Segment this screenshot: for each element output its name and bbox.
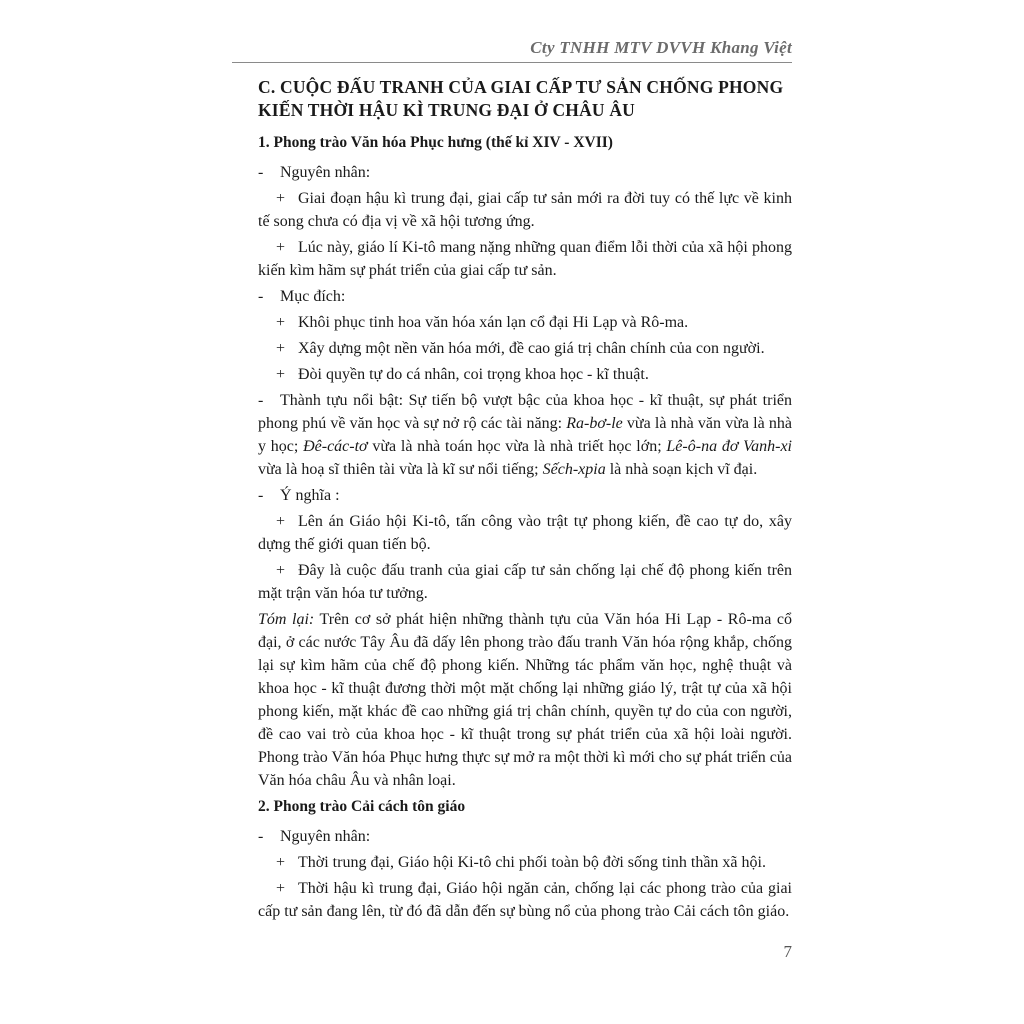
s2-cause-2-text: Thời hậu kì trung đại, Giáo hội ngăn cản, chống lại các phong trào của giai cấp tư sản đang lên, từ đó đã dẫn đến sự bùng nổ của phong trào Cải cách tôn giáo. [258,880,792,920]
s2-cause-label-text: Nguyên nhân: [280,828,371,845]
achv-text-d: vừa là hoạ sĩ thiên tài vừa là kĩ sư nổi tiếng; [258,461,543,478]
chapter-title: C. CUỘC ĐẤU TRANH CỦA GIAI CẤP TƯ SẢN CHỐNG PHONG KIẾN THỜI HẬU KÌ TRUNG ĐẠI Ở CHÂU ÂU [258,77,784,120]
page-content [258,76,792,926]
s1-achievements [258,389,792,481]
achv-name-da-vinci: Lê-ô-na đơ Vanh-xi [666,438,792,455]
achv-name-descartes: Đê-các-tơ [303,438,368,455]
s1-cause-2-text: Lúc này, giáo lí Ki-tô mang nặng những quan điểm lỗi thời của xã hội phong kiến kìm hãm sự phát triển của giai cấp tư sản. [258,239,792,279]
s1-meaning-label [258,484,792,507]
achv-text-a: Thành tựu nổi bật: Sự tiến bộ vượt bậc của khoa học - kĩ thuật, sự phát triển phong phú về văn học và sự nở rộ các tài năng: [258,392,792,432]
s2-cause-1-text: Thời trung đại, Giáo hội Ki-tô chi phối toàn bộ đời sống tinh thần xã hội. [298,854,766,871]
s1-meaning-2 [258,559,792,605]
s2-cause-label [258,825,792,848]
achv-name-rabelais: Ra-bơ-le [566,415,623,432]
s2-cause-2 [258,877,792,923]
s2-cause-1 [258,851,792,874]
s1-meaning-label-text: Ý nghĩa : [280,487,340,504]
summary-label: Tóm lại: [258,611,315,628]
s1-purpose-1-text: Khôi phục tinh hoa văn hóa xán lạn cổ đại Hi Lạp và Rô-ma. [298,314,689,331]
summary-text: Trên cơ sở phát hiện những thành tựu của Văn hóa Hi Lạp - Rô-ma cổ đại, ở các nước Tây Âu đã dấy lên phong trào đấu tranh Văn hóa rộng khắp, chống lại sự kìm hãm của chế độ phong kiến. Những tác phẩm văn học, nghệ thuật và khoa học - kĩ thuật đương thời một mặt chống lại những giáo lý, trật tự của xã hội phong kiến, mặt khác đề cao những giá trị chân chính, quyền tự do của con người, đề cao vai trò của khoa học - kĩ thuật trong sự phát triển của xã hội loài người. Phong trào Văn hóa Phục hưng thực sự mở ra một thời kì mới cho sự phát triển của Văn hóa châu Âu và nhân loại. [258,611,792,789]
dash-marker: - [258,487,264,504]
s1-cause-label [258,161,792,184]
plus-marker: + [276,340,286,357]
s1-cause-2 [258,236,792,282]
plus-marker: + [276,366,286,383]
s1-cause-label-text: Nguyên nhân: [280,164,371,181]
s1-purpose-1 [258,311,792,334]
s1-cause-1 [258,187,792,233]
achv-text-b: vừa là nhà văn vừa là nhà y học; [258,415,793,455]
header-rule [232,62,792,63]
dash-marker: - [258,164,264,181]
section-2-heading: 2. Phong trào Cải cách tôn giáo [258,798,466,815]
s1-meaning-1 [258,510,792,556]
running-header: Cty TNHH MTV DVVH Khang Việt [530,38,792,57]
section-1-heading: 1. Phong trào Văn hóa Phục hưng (thế kỉ XIV - XVII) [258,134,613,151]
achv-name-shakespeare: Sếch-xpia [542,461,606,478]
page-number: 7 [783,942,792,961]
achv-text-c: vừa là nhà toán học vừa là nhà triết học lớn; [367,438,667,455]
dash-marker: - [258,392,264,409]
plus-marker: + [276,562,286,579]
s1-purpose-2 [258,337,792,360]
dash-marker: - [258,828,264,845]
s1-meaning-2-text: Đây là cuộc đấu tranh của giai cấp tư sản chống lại chế độ phong kiến trên mặt trận văn hóa tư tưởng. [258,562,792,602]
achv-text-e: là nhà soạn kịch vĩ đại. [605,461,758,478]
s1-purpose-3-text: Đòi quyền tự do cá nhân, coi trọng khoa học - kĩ thuật. [298,366,649,383]
s1-summary [258,608,792,792]
plus-marker: + [276,513,286,530]
plus-marker: + [276,239,286,256]
plus-marker: + [276,190,286,207]
plus-marker: + [276,314,286,331]
s1-purpose-label [258,285,792,308]
s1-purpose-3 [258,363,792,386]
s1-cause-1-text: Giai đoạn hậu kì trung đại, giai cấp tư sản mới ra đời tuy có thế lực về kinh tế song chưa có địa vị về xã hội tương ứng. [258,190,792,230]
s1-meaning-1-text: Lên án Giáo hội Ki-tô, tấn công vào trật tự phong kiến, đề cao tự do, xây dựng thế giới quan tiến bộ. [258,513,792,553]
s1-purpose-2-text: Xây dựng một nền văn hóa mới, đề cao giá trị chân chính của con người. [298,340,765,357]
s1-purpose-label-text: Mục đích: [280,288,346,305]
plus-marker: + [276,854,286,871]
dash-marker: - [258,288,264,305]
plus-marker: + [276,880,286,897]
